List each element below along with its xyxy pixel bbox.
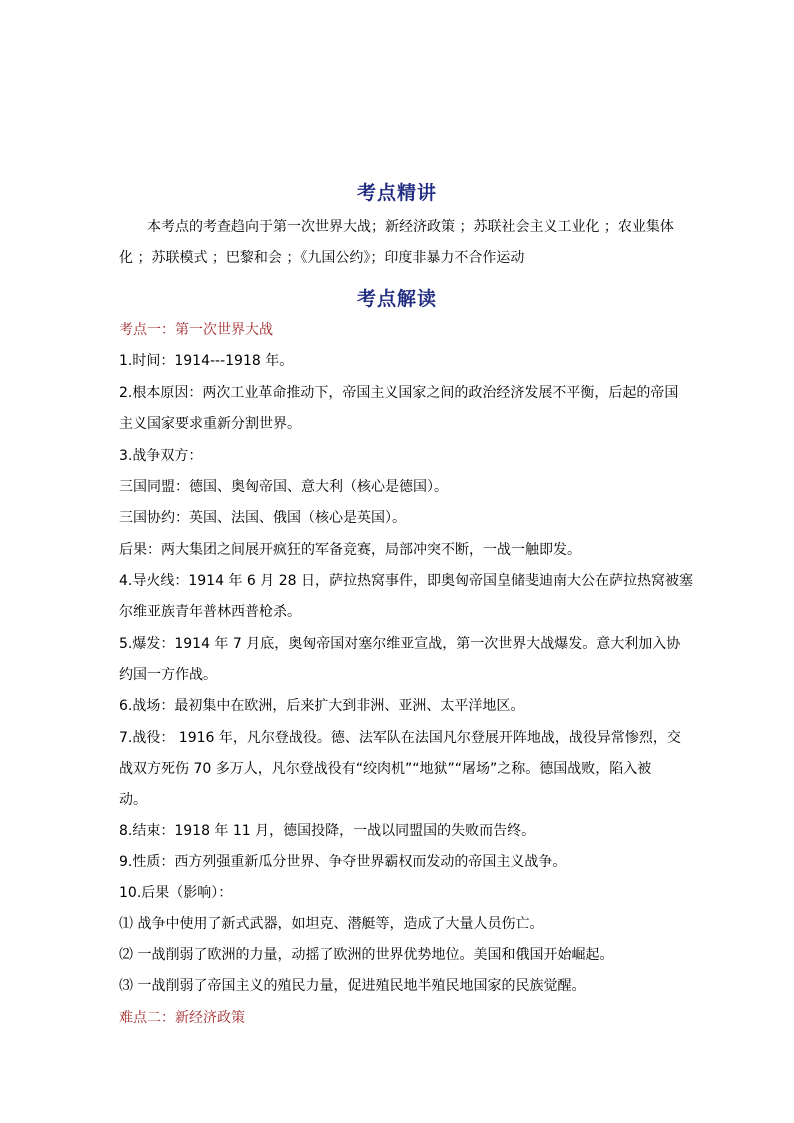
topic1-line-1: 2.根本原因：两次工业革命推动下，帝国主义国家之间的政治经济发展不平衡，后起的帝国 — [119, 385, 679, 401]
topic1-line-5: 三国协约：英国、法国、俄国（核心是英国）。 — [119, 510, 406, 526]
topic1-line-6: 后果：两大集团之间展开疯狂的军备竞赛，局部冲突不断，一战一触即发。 — [119, 542, 581, 558]
topic1-line-10: 约国一方作战。 — [119, 667, 217, 683]
topic1-line-18: ⑴ 战争中使用了新式武器，如坦克、潜艇等，造成了大量人员伤亡。 — [119, 916, 544, 932]
topic1-line-20: ⑶ 一战削弱了帝国主义的殖民力量，促进殖民地半殖民地国家的民族觉醒。 — [119, 978, 586, 994]
intro-line-2: 化 ；苏联模式 ；巴黎和会 ；《九国公约》；印度非暴力不合作运动 — [119, 250, 525, 266]
intro-line-1: 本考点的考查趋向于第一次世界大战；新经济政策 ；苏联社会主义工业化 ；农业集体 — [147, 219, 674, 235]
topic1-line-15: 8.结束：1918 年 11 月，德国投降，一战以同盟国的失败而告终。 — [119, 823, 536, 839]
topic1-line-19: ⑵ 一战削弱了欧洲的力量，动摇了欧洲的世界优势地位。美国和俄国开始崛起。 — [119, 947, 614, 963]
topic1-line-17: 10.后果（影响）： — [119, 885, 233, 901]
topic1-line-16: 9.性质：西方列强重新瓜分世界、争夺世界霸权而发动的帝国主义战争。 — [119, 854, 567, 870]
heading-interpretation: 考点解读 — [356, 288, 437, 310]
topic1-line-2: 主义国家要求重新分割世界。 — [119, 416, 301, 432]
topic1-line-8: 尔维亚族青年普林西普枪杀。 — [119, 604, 301, 620]
topic1-line-11: 6.战场：最初集中在欧洲，后来扩大到非洲、亚洲、太平洋地区。 — [119, 698, 525, 714]
topic1-line-0: 1.时间：1914---1918 年。 — [119, 353, 294, 369]
topic1-title: 考点一：第一次世界大战 — [119, 322, 273, 338]
topic1-line-13: 战双方死伤 70 多万人，凡尔登战役有“绞肉机”“地狱”“屠场”之称。德国战败，陷入被 — [119, 761, 652, 777]
topic1-line-7: 4.导火线：1914 年 6 月 28 日，萨拉热窝事件，即奥匈帝国皇储斐迪南大公在萨拉热窝被塞 — [119, 573, 693, 589]
topic1-line-3: 3.战争双方： — [119, 448, 203, 464]
topic2-title: 难点二：新经济政策 — [119, 1010, 245, 1026]
topic1-line-9: 5.爆发：1914 年 7 月底，奥匈帝国对塞尔维亚宣战，第一次世界大战爆发。意大利加入协 — [119, 636, 681, 652]
heading-essentials: 考点精讲 — [356, 182, 437, 204]
topic1-line-14: 动。 — [119, 792, 147, 808]
topic1-line-4: 三国同盟：德国、奥匈帝国、意大利（核心是德国）。 — [119, 479, 448, 495]
topic1-line-12: 7.战役： 1916 年，凡尔登战役。德、法军队在法国凡尔登展开阵地战，战役异常惨烈，交 — [119, 730, 681, 746]
